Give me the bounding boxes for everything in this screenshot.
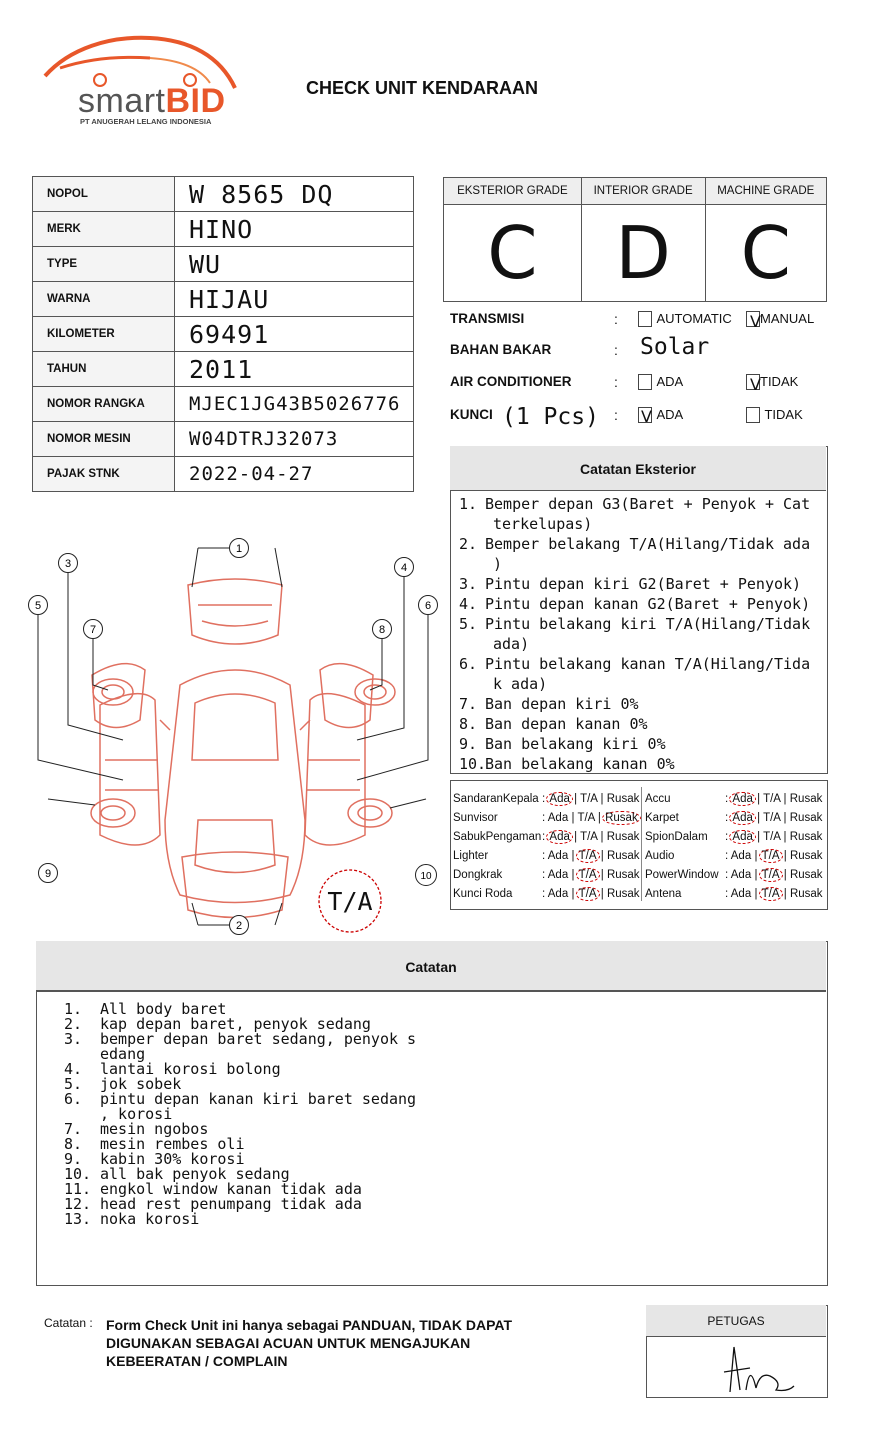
marker-3: [59, 554, 78, 573]
option-separator: |: [754, 888, 758, 900]
exterior-note-item: [459, 594, 821, 614]
option-ta[interactable]: T/A: [576, 868, 600, 882]
exterior-note-text: Ban belakang kanan 0%: [485, 755, 675, 773]
vehicle-info-table: [32, 176, 414, 492]
exterior-note-item: [459, 654, 821, 694]
catatan-number: 7.: [64, 1120, 83, 1138]
exterior-note-item: [459, 614, 821, 654]
option-separator: |: [571, 812, 575, 824]
option-ta[interactable]: T/A: [580, 793, 598, 805]
svg-text:6: 6: [424, 600, 432, 612]
svg-text:3: 3: [64, 558, 72, 570]
exterior-note-number: 9.: [459, 735, 478, 753]
transmisi-colon: :: [614, 311, 618, 327]
accessory-colon: :: [725, 831, 729, 843]
transmisi-label: TRANSMISI: [450, 311, 525, 326]
exterior-note-item: [459, 494, 821, 534]
option-ta[interactable]: T/A: [763, 831, 781, 843]
automatic-option[interactable]: [638, 310, 732, 328]
option-rusak[interactable]: Rusak: [606, 888, 640, 900]
option-ada[interactable]: Ada: [730, 888, 752, 900]
catatan-text: jok sobek: [100, 1075, 182, 1093]
car-outline: [91, 579, 395, 918]
exterior-note-text: Pintu depan kiri G2(Baret + Penyok): [485, 575, 802, 593]
svg-text:1: 1: [235, 543, 243, 555]
exterior-grade-label: EKSTERIOR GRADE: [444, 178, 582, 205]
nopol-value: W 8565 DQ: [175, 177, 414, 212]
option-ada[interactable]: Ada: [547, 812, 569, 824]
catatan-text: kap depan baret, penyok sedang: [100, 1015, 371, 1033]
catatan-number: 2.: [64, 1015, 83, 1033]
svg-text:T/A: T/A: [327, 887, 373, 916]
ac-label: AIR CONDITIONER: [450, 374, 572, 389]
type-label: TYPE: [33, 247, 175, 282]
exterior-note-text: Ban depan kiri 0%: [485, 695, 639, 713]
marker-6: [419, 596, 438, 615]
option-rusak[interactable]: Rusak: [789, 812, 823, 824]
exterior-note-item: [459, 534, 821, 574]
marker-9: [39, 864, 58, 883]
catatan-text: pintu depan kanan kiri baret sedang , korosi: [100, 1090, 417, 1123]
document-title: CHECK UNIT KENDARAAN: [306, 78, 538, 98]
option-separator: |: [600, 793, 604, 805]
catatan-number: 5.: [64, 1075, 83, 1093]
exterior-note-item: [459, 694, 821, 714]
option-ta[interactable]: T/A: [759, 887, 783, 901]
type-value: WU: [175, 247, 414, 282]
option-ta[interactable]: T/A: [580, 831, 598, 843]
option-ada[interactable]: Ada: [730, 850, 752, 862]
mesin-label: NOMOR MESIN: [33, 422, 175, 457]
option-ta[interactable]: T/A: [577, 812, 595, 824]
catatan-text: mesin ngobos: [100, 1120, 209, 1138]
footer-label: Catatan :: [44, 1316, 93, 1330]
exterior-note-text: Ban depan kanan 0%: [485, 715, 648, 733]
option-ada[interactable]: Ada: [729, 811, 755, 825]
row-tahun: [33, 352, 414, 387]
accessory-row: [645, 793, 822, 805]
kilometer-label: KILOMETER: [33, 317, 175, 352]
option-ada[interactable]: Ada: [729, 792, 755, 806]
catatan-text: noka korosi: [100, 1210, 200, 1228]
exterior-note-number: 3.: [459, 575, 478, 593]
exterior-note-item: [459, 754, 821, 774]
kunci-count: (1 Pcs): [502, 404, 599, 430]
row-nopol: [33, 177, 414, 212]
exterior-note-text: Pintu belakang kanan T/A(Hilang/Tida k ada): [485, 655, 811, 693]
accessory-name: Dongkrak: [453, 869, 503, 881]
accessory-row: [645, 850, 823, 862]
option-ada[interactable]: Ada: [546, 792, 572, 806]
option-separator: |: [783, 812, 787, 824]
option-separator: |: [600, 869, 604, 881]
marker-5: [29, 596, 48, 615]
ac-ada-label: ADA: [656, 374, 684, 389]
tahun-label: TAHUN: [33, 352, 175, 387]
option-ada[interactable]: Ada: [730, 869, 752, 881]
exterior-note-number: 2.: [459, 535, 478, 553]
option-separator: |: [600, 888, 604, 900]
automatic-label: AUTOMATIC: [656, 311, 732, 326]
mesin-value: W04DTRJ32073: [175, 422, 414, 457]
option-rusak[interactable]: Rusak: [606, 869, 640, 881]
catatan-text: engkol window kanan tidak ada: [100, 1180, 362, 1198]
automatic-checkbox[interactable]: [638, 311, 652, 327]
option-ada[interactable]: Ada: [547, 888, 569, 900]
kunci-label: KUNCI: [450, 407, 493, 422]
accessory-colon: :: [725, 793, 729, 805]
option-separator: |: [574, 831, 578, 843]
exterior-note-item: [459, 714, 821, 734]
option-ta[interactable]: T/A: [763, 793, 781, 805]
marker-1: [230, 539, 249, 558]
accessory-name: Lighter: [453, 850, 489, 862]
accessory-name: Antena: [645, 888, 682, 900]
svg-text:10: 10: [420, 871, 432, 882]
interior-grade-value: D: [581, 205, 705, 302]
accessory-name: Accu: [645, 793, 671, 805]
accessory-name: Sunvisor: [453, 812, 498, 824]
marker-7: [84, 620, 103, 639]
ac-tidak-label: TIDAK: [760, 374, 799, 389]
option-separator: |: [757, 793, 761, 805]
exterior-grade-value: C: [444, 205, 582, 302]
accessory-colon: :: [542, 831, 546, 843]
svg-text:4: 4: [400, 562, 408, 574]
accessory-row: [645, 831, 822, 843]
option-ada[interactable]: Ada: [546, 830, 572, 844]
marker-10: [416, 865, 437, 886]
kunci-tidak-label: TIDAK: [764, 407, 803, 422]
ac-colon: :: [614, 374, 618, 390]
row-warna: [33, 282, 414, 317]
svg-text:5: 5: [34, 600, 42, 612]
accessory-name: Kunci Roda: [453, 888, 513, 900]
exterior-note-number: 4.: [459, 595, 478, 613]
option-rusak[interactable]: Rusak: [606, 793, 640, 805]
option-separator: |: [783, 850, 787, 862]
option-rusak[interactable]: Rusak: [606, 850, 640, 862]
exterior-note-number: 5.: [459, 615, 478, 633]
merk-label: MERK: [33, 212, 175, 247]
merk-value: HINO: [175, 212, 414, 247]
catatan-number: 6.: [64, 1090, 83, 1108]
option-separator: |: [571, 869, 575, 881]
catatan-number: 3.: [64, 1030, 83, 1048]
catatan-text: head rest penumpang tidak ada: [100, 1195, 362, 1213]
machine-grade-value: C: [705, 205, 826, 302]
option-separator: |: [600, 850, 604, 862]
warna-value: HIJAU: [175, 282, 414, 317]
option-ta[interactable]: T/A: [759, 868, 783, 882]
row-kilometer: [33, 317, 414, 352]
svg-text:8: 8: [378, 624, 386, 636]
marker-4: [395, 558, 414, 577]
option-separator: |: [754, 850, 758, 862]
option-rusak[interactable]: Rusak: [789, 831, 823, 843]
catatan-number: 8.: [64, 1135, 83, 1153]
exterior-note-text: Bemper depan G3(Baret + Penyok + Cat terkelupas): [485, 495, 811, 533]
accessories-table: [450, 780, 828, 910]
option-separator: |: [754, 869, 758, 881]
exterior-notes-title: Catatan Eksterior: [450, 446, 826, 491]
option-separator: |: [571, 850, 575, 862]
option-ada[interactable]: Ada: [547, 869, 569, 881]
rangka-label: NOMOR RANGKA: [33, 387, 175, 422]
machine-grade-label: MACHINE GRADE: [705, 178, 826, 205]
ac-ada-checkbox[interactable]: [638, 374, 652, 390]
catatan-item: [64, 1032, 464, 1062]
accessory-row: [453, 850, 640, 862]
exterior-note-text: Pintu belakang kiri T/A(Hilang/Tidak ada): [485, 615, 811, 653]
kunci-tidak-checkbox[interactable]: [746, 407, 760, 423]
catatan-number: 11.: [64, 1180, 92, 1198]
svg-text:9: 9: [44, 868, 52, 880]
kilometer-value: 69491: [175, 317, 414, 352]
option-separator: |: [783, 888, 787, 900]
grade-table: [443, 177, 827, 302]
accessory-colon: :: [542, 869, 546, 881]
option-rusak[interactable]: Rusak: [606, 831, 640, 843]
logo-company-name: PT ANUGERAH LELANG INDONESIA: [80, 117, 212, 126]
accessory-colon: :: [725, 888, 729, 900]
accessory-name: Audio: [645, 850, 675, 862]
exterior-note-number: 8.: [459, 715, 478, 733]
option-separator: |: [600, 831, 604, 843]
option-separator: |: [783, 869, 787, 881]
catatan-text: bemper depan baret sedang, penyok s edang: [100, 1030, 417, 1063]
warna-label: WARNA: [33, 282, 175, 317]
catatan-number: 9.: [64, 1150, 83, 1168]
manual-label: MANUAL: [760, 311, 815, 326]
catatan-number: 4.: [64, 1060, 83, 1078]
marker-2: [230, 916, 249, 935]
exterior-note-text: Bemper belakang T/A(Hilang/Tidak ada ): [485, 535, 811, 573]
accessory-colon: :: [725, 812, 729, 824]
kunci-tidak-option[interactable]: [746, 406, 803, 424]
option-separator: |: [783, 831, 787, 843]
option-ta[interactable]: T/A: [763, 812, 781, 824]
accessory-name: SpionDalam: [645, 831, 708, 843]
catatan-number: 1.: [64, 1000, 83, 1018]
accessory-row: [453, 812, 639, 824]
option-separator: |: [757, 812, 761, 824]
bahan-bakar-value: Solar: [640, 334, 710, 360]
svg-text:7: 7: [89, 624, 97, 636]
accessory-colon: :: [725, 850, 729, 862]
accessory-row: [453, 888, 640, 900]
row-mesin: [33, 422, 414, 457]
accessory-row: [453, 831, 639, 843]
accessory-row: [453, 869, 640, 881]
rangka-value: MJEC1JG43B5026776: [175, 387, 414, 422]
catatan-text: lantai korosi bolong: [100, 1060, 281, 1078]
exterior-notes-list: [459, 494, 821, 774]
accessory-colon: :: [542, 793, 546, 805]
option-rusak[interactable]: Rusak: [602, 811, 641, 825]
exterior-note-number: 10.: [459, 755, 487, 773]
catatan-text: mesin rembes oli: [100, 1135, 245, 1153]
catatan-text: all bak penyok sedang: [100, 1165, 290, 1183]
catatan-item: [64, 1092, 464, 1122]
ac-tidak-tick: V: [750, 375, 761, 394]
car-damage-diagram: [20, 535, 445, 940]
petugas-label: PETUGAS: [646, 1305, 826, 1337]
catatan-number: 13.: [64, 1210, 92, 1228]
catatan-item: [64, 1212, 464, 1227]
pajak-label: PAJAK STNK: [33, 457, 175, 492]
interior-grade-label: INTERIOR GRADE: [581, 178, 705, 205]
accessory-colon: :: [542, 850, 546, 862]
option-separator: |: [597, 812, 601, 824]
option-rusak[interactable]: Rusak: [789, 850, 823, 862]
accessory-row: [645, 812, 822, 824]
accessories-divider: [641, 787, 642, 901]
catatan-list: [64, 1002, 464, 1227]
catatan-text: All body baret: [100, 1000, 227, 1018]
accessory-row: [453, 793, 639, 805]
kunci-ada-label: ADA: [656, 407, 684, 422]
ta-stamp: [319, 870, 381, 932]
accessory-row: [645, 869, 823, 881]
svg-text:2: 2: [235, 920, 243, 932]
ac-ada-option[interactable]: [638, 373, 683, 391]
bahan-bakar-label: BAHAN BAKAR: [450, 342, 552, 357]
officer-signature: [720, 1342, 800, 1396]
tahun-value: 2011: [175, 352, 414, 387]
catatan-text: kabin 30% korosi: [100, 1150, 245, 1168]
pajak-value: 2022-04-27: [175, 457, 414, 492]
catatan-title: Catatan: [36, 941, 826, 992]
option-rusak[interactable]: Rusak: [789, 869, 823, 881]
bahan-bakar-colon: :: [614, 342, 618, 358]
catatan-number: 10.: [64, 1165, 92, 1183]
option-separator: |: [574, 793, 578, 805]
manual-tick: V: [750, 312, 761, 331]
exterior-note-text: Pintu depan kanan G2(Baret + Penyok): [485, 595, 811, 613]
exterior-note-number: 6.: [459, 655, 478, 673]
option-ta[interactable]: T/A: [576, 849, 600, 863]
row-pajak: [33, 457, 414, 492]
accessory-colon: :: [542, 888, 546, 900]
row-rangka: [33, 387, 414, 422]
kunci-colon: :: [614, 407, 618, 423]
catatan-number: 12.: [64, 1195, 92, 1213]
accessory-name: PowerWindow: [645, 869, 719, 881]
option-rusak[interactable]: Rusak: [789, 888, 823, 900]
option-rusak[interactable]: Rusak: [789, 793, 823, 805]
option-ta[interactable]: T/A: [759, 849, 783, 863]
exterior-note-text: Ban belakang kiri 0%: [485, 735, 666, 753]
option-separator: |: [571, 888, 575, 900]
accessory-colon: :: [542, 812, 546, 824]
option-ada[interactable]: Ada: [547, 850, 569, 862]
accessory-row: [645, 888, 823, 900]
kunci-ada-tick: V: [641, 407, 652, 426]
exterior-note-item: [459, 574, 821, 594]
option-separator: |: [783, 793, 787, 805]
accessory-name: SandaranKepala: [453, 793, 539, 805]
accessory-colon: :: [725, 869, 729, 881]
nopol-label: NOPOL: [33, 177, 175, 212]
exterior-note-number: 1.: [459, 495, 478, 513]
option-separator: |: [757, 831, 761, 843]
option-ada[interactable]: Ada: [729, 830, 755, 844]
row-merk: [33, 212, 414, 247]
footer-disclaimer: Form Check Unit ini hanya sebagai PANDUAN, TIDAK DAPAT DIGUNAKAN SEBAGAI ACUAN UNTUK MENGAJUKAN KEBEERATAN / COMPLAIN: [106, 1317, 513, 1369]
exterior-note-number: 7.: [459, 695, 478, 713]
logo-wordmark: smartBID: [78, 82, 226, 120]
accessory-name: SabukPengaman: [453, 831, 542, 843]
option-ta[interactable]: T/A: [576, 887, 600, 901]
marker-8: [373, 620, 392, 639]
exterior-note-item: [459, 734, 821, 754]
row-type: [33, 247, 414, 282]
accessory-name: Karpet: [645, 812, 679, 824]
